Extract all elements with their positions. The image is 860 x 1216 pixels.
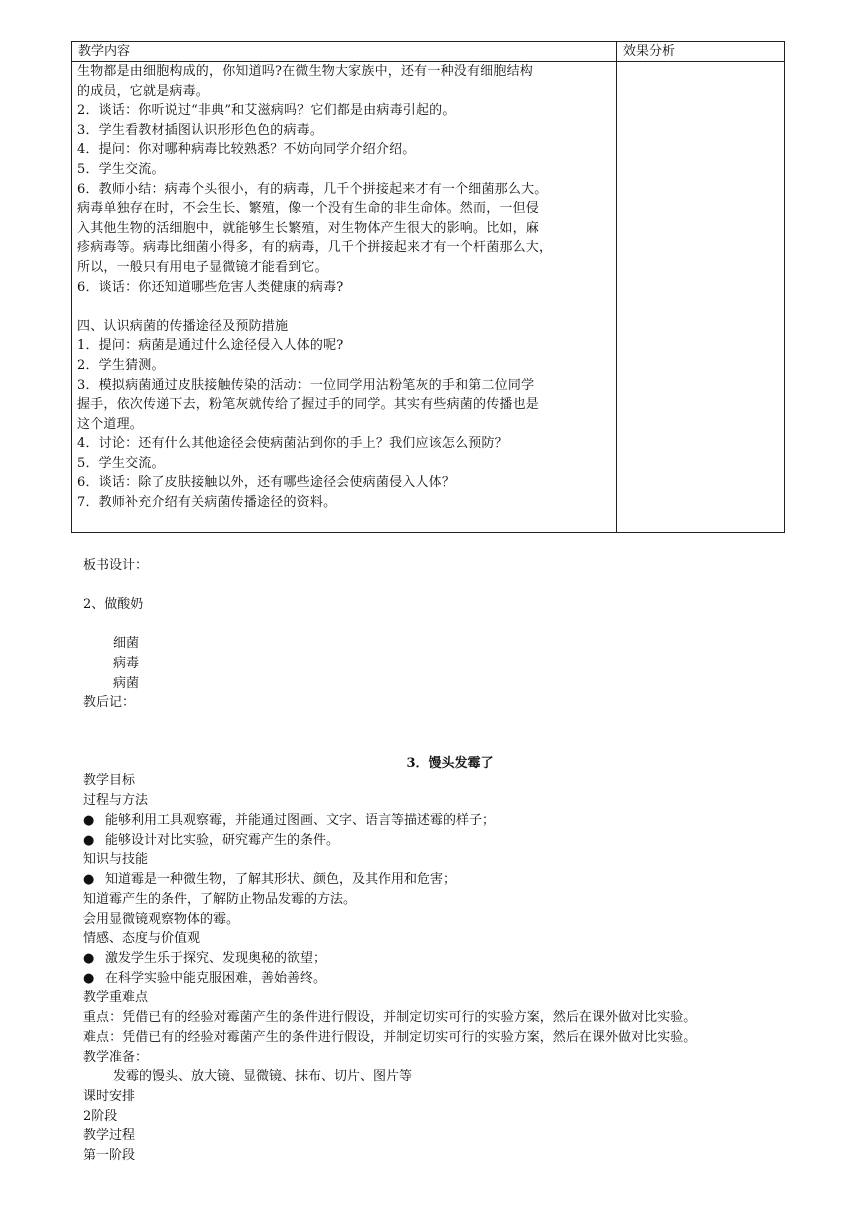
board-design-item: 2、做酸奶 [83, 597, 144, 612]
process-item [83, 811, 495, 830]
content-line: 7．教师补充介绍有关病菌传播途径的资料。 [77, 495, 337, 511]
knowledge-skills-heading: 知识与技能 [83, 852, 149, 867]
content-line: 生物都是由细胞构成的，你知道吗?在微生物大家族中，还有一种没有细胞结构 [77, 64, 533, 79]
content-line: 疹病毒等。病毒比细菌小得多，有的病毒，几千个拼接起来才有一个杆菌那么大， [77, 240, 553, 256]
bullet-icon: ● [83, 971, 95, 986]
process-item-text: 能够利用工具观察霉，并能通过图画、文字、语言等描述霉的样子； [105, 813, 496, 828]
content-line: 2．学生猜测。 [77, 357, 165, 373]
content-line-blank [77, 297, 613, 317]
process-methods-heading: 过程与方法 [83, 793, 149, 808]
content-line: 病毒单独存在时，不会生长、繁殖，像一个没有生命的非生命体。然而，一但侵 [77, 201, 540, 217]
preparation-heading: 教学准备： [83, 1050, 149, 1065]
content-line: 握手，依次传递下去，粉笔灰就传给了握过手的同学。其实有些病菌的传播也是 [77, 397, 540, 413]
after-class-notes-label: 教后记： [83, 695, 136, 710]
content-line: 5．学生交流。 [77, 161, 165, 177]
content-line: 3．学生看教材插图认识形形色色的病毒。 [77, 122, 324, 138]
knowledge-line: 知道霉产生的条件，了解防止物品发霉的方法。 [83, 892, 357, 907]
stage-heading: 第一阶段 [83, 1148, 136, 1163]
attitude-values-heading: 情感、态度与价值观 [83, 931, 201, 946]
content-line: 6．谈话：除了皮肤接触以外，还有哪些途径会使病菌侵入人体？ [77, 475, 456, 491]
content-line: 4．提问：你对哪种病毒比较熟悉？不妨向同学介绍介绍。 [77, 142, 416, 158]
process-item-text: 能够设计对比实验，研究霉产生的条件。 [105, 833, 340, 848]
attitude-item-text: 在科学实验中能克服困难，善始善终。 [105, 971, 327, 986]
knowledge-line: 会用显微镜观察物体的霉。 [83, 912, 240, 927]
teaching-process-heading: 教学过程 [83, 1128, 136, 1143]
header-teaching-content: 教学内容 [78, 44, 131, 59]
board-design-label: 板书设计： [83, 558, 149, 573]
content-line: 3．模拟病菌通过皮肤接触传染的活动：一位同学用沾粉笔灰的手和第二位同学 [77, 377, 535, 393]
content-line: 这个道理。 [77, 416, 144, 432]
content-line: 6．教师小结：病毒个头很小，有的病毒，几千个拼接起来才有一个细菌那么大。 [77, 181, 548, 197]
board-word-bacteria: 细菌 [113, 636, 140, 651]
difficult-point: 难点：凭借已有的经验对霉菌产生的条件进行假设，并制定切实可行的实验方案，然后在课外做对比实验。 [83, 1030, 697, 1045]
content-line: 1．提问：病菌是通过什么途径侵入人体的呢? [77, 338, 344, 354]
knowledge-item-text: 知道霉是一种微生物，了解其形状、颜色，及其作用和危害； [105, 872, 457, 887]
lesson-title: 3．馒头发霉了 [406, 756, 494, 771]
content-line: 2．谈话：你听说过“非典”和艾滋病吗？它们都是由病毒引起的。 [77, 103, 456, 119]
board-word-virus: 病毒 [113, 656, 140, 671]
process-item [83, 831, 339, 850]
bullet-icon: ● [83, 833, 95, 848]
key-point: 重点：凭借已有的经验对霉菌产生的条件进行假设，并制定切实可行的实验方案，然后在课外做对比实验。 [83, 1010, 697, 1025]
content-line: 5．学生交流。 [77, 455, 165, 471]
schedule-value: 2阶段 [83, 1109, 118, 1124]
bullet-icon: ● [83, 872, 95, 887]
key-difficult-heading: 教学重难点 [83, 990, 149, 1005]
content-line: 入其他生物的活细胞中，就能够生长繁殖，对生物体产生很大的影响。比如，麻 [77, 220, 540, 236]
section-heading: 四、认识病菌的传播途径及预防措施 [77, 318, 289, 334]
board-word-germ: 病菌 [113, 676, 140, 691]
content-line: 6．谈话：你还知道哪些危害人类健康的病毒? [77, 279, 344, 295]
table-column-divider [616, 42, 617, 532]
content-line: 4．讨论：还有什么其他途径会使病菌沾到你的手上？我们应该怎么预防？ [77, 436, 508, 452]
lesson-table [71, 41, 785, 533]
content-line: 的成员，它就是病毒。 [77, 83, 210, 99]
bullet-icon: ● [83, 813, 95, 828]
schedule-heading: 课时安排 [83, 1089, 136, 1104]
goals-heading: 教学目标 [83, 773, 136, 788]
preparation-text: 发霉的馒头、放大镜、显微镜、抹布、切片、图片等 [113, 1069, 413, 1084]
attitude-item-text: 激发学生乐于探究、发现奥秘的欲望； [105, 951, 327, 966]
header-effect-analysis: 效果分析 [623, 44, 676, 59]
bullet-icon: ● [83, 951, 95, 966]
attitude-item [83, 969, 326, 988]
attitude-item [83, 949, 326, 968]
knowledge-item [83, 870, 456, 889]
teaching-content-cell [77, 62, 613, 513]
content-line: 所以，一般只有用电子显微镜才能看到它。 [77, 259, 328, 275]
